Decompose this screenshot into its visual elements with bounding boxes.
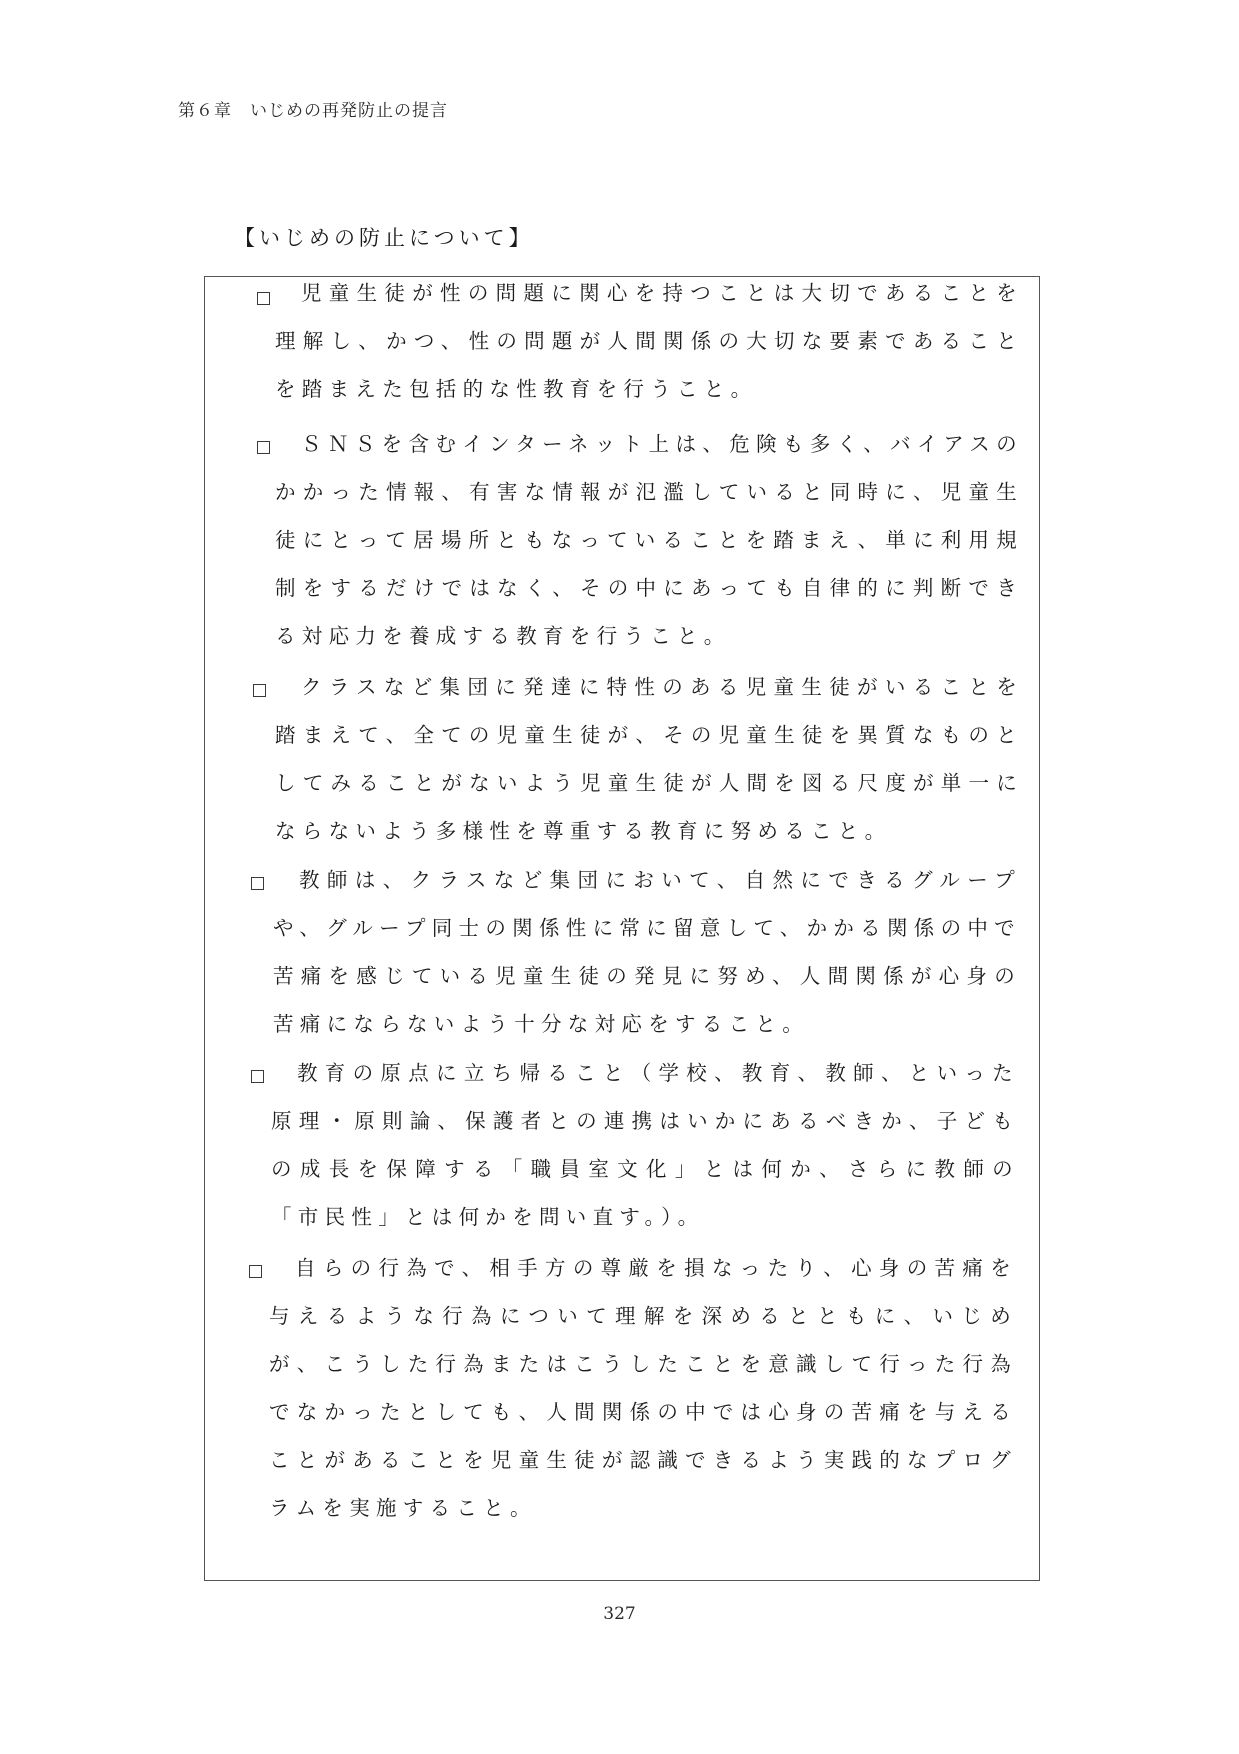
checkbox-icon — [257, 441, 270, 454]
proposal-text-3: クラスなど集団に発達に特性のある児童生徒がいることを踏まえて、全ての児童生徒が、その児童生徒を異質なものとしてみることがないよう児童生徒が人間を図る尺度が単一にならないよう多様性を尊重する教育に努めること。 — [275, 675, 1023, 843]
proposal-text-5: 教育の原点に立ち帰ること（学校、教育、教師、といった原理・原則論、保護者との連携はいかにあるべきか、子どもの成長を保障する「職員室文化」とは何か、さらに教師の「市民性」とは何かを問い直す。）。 — [271, 1061, 1019, 1229]
checkbox-icon — [251, 877, 264, 890]
checkbox-icon — [251, 1070, 264, 1083]
checkbox-icon — [249, 1265, 262, 1278]
running-header: 第６章 いじめの再発防止の提言 — [178, 101, 448, 121]
proposal-text-2: ＳＮＳを含むインターネット上は、危険も多く、バイアスのかかった情報、有害な情報が氾濫していると同時に、児童生徒にとって居場所ともなっていることを踏まえ、単に利用規制をするだけではなく、その中にあっても自律的に判断できる対応力を養成する教育を行うこと。 — [275, 432, 1023, 648]
checkbox-icon — [257, 292, 270, 305]
page-number: 327 — [603, 1604, 636, 1624]
section-heading: 【いじめの防止について】 — [234, 226, 534, 250]
proposal-box — [204, 276, 1040, 1581]
proposal-text-1: 児童生徒が性の問題に関心を持つことは大切であることを理解し、かつ、性の問題が人間関係の大切な要素であることを踏まえた包括的な性教育を行うこと。 — [275, 281, 1023, 401]
proposal-text-4: 教師は、クラスなど集団において、自然にできるグループや、グループ同士の関係性に常に留意して、かかる関係の中で苦痛を感じている児童生徒の発見に努め、人間関係が心身の苦痛にならないよう十分な対応をすること。 — [273, 868, 1021, 1036]
checkbox-icon — [253, 684, 266, 697]
proposal-text-6: 自らの行為で、相手方の尊厳を損なったり、心身の苦痛を与えるような行為について理解を深めるとともに、いじめが、こうした行為またはこうしたことを意識して行った行為でなかったとしても、人間関係の中では心身の苦痛を与えることがあることを児童生徒が認識できるよう実践的なプログラムを実施すること。 — [269, 1256, 1017, 1520]
